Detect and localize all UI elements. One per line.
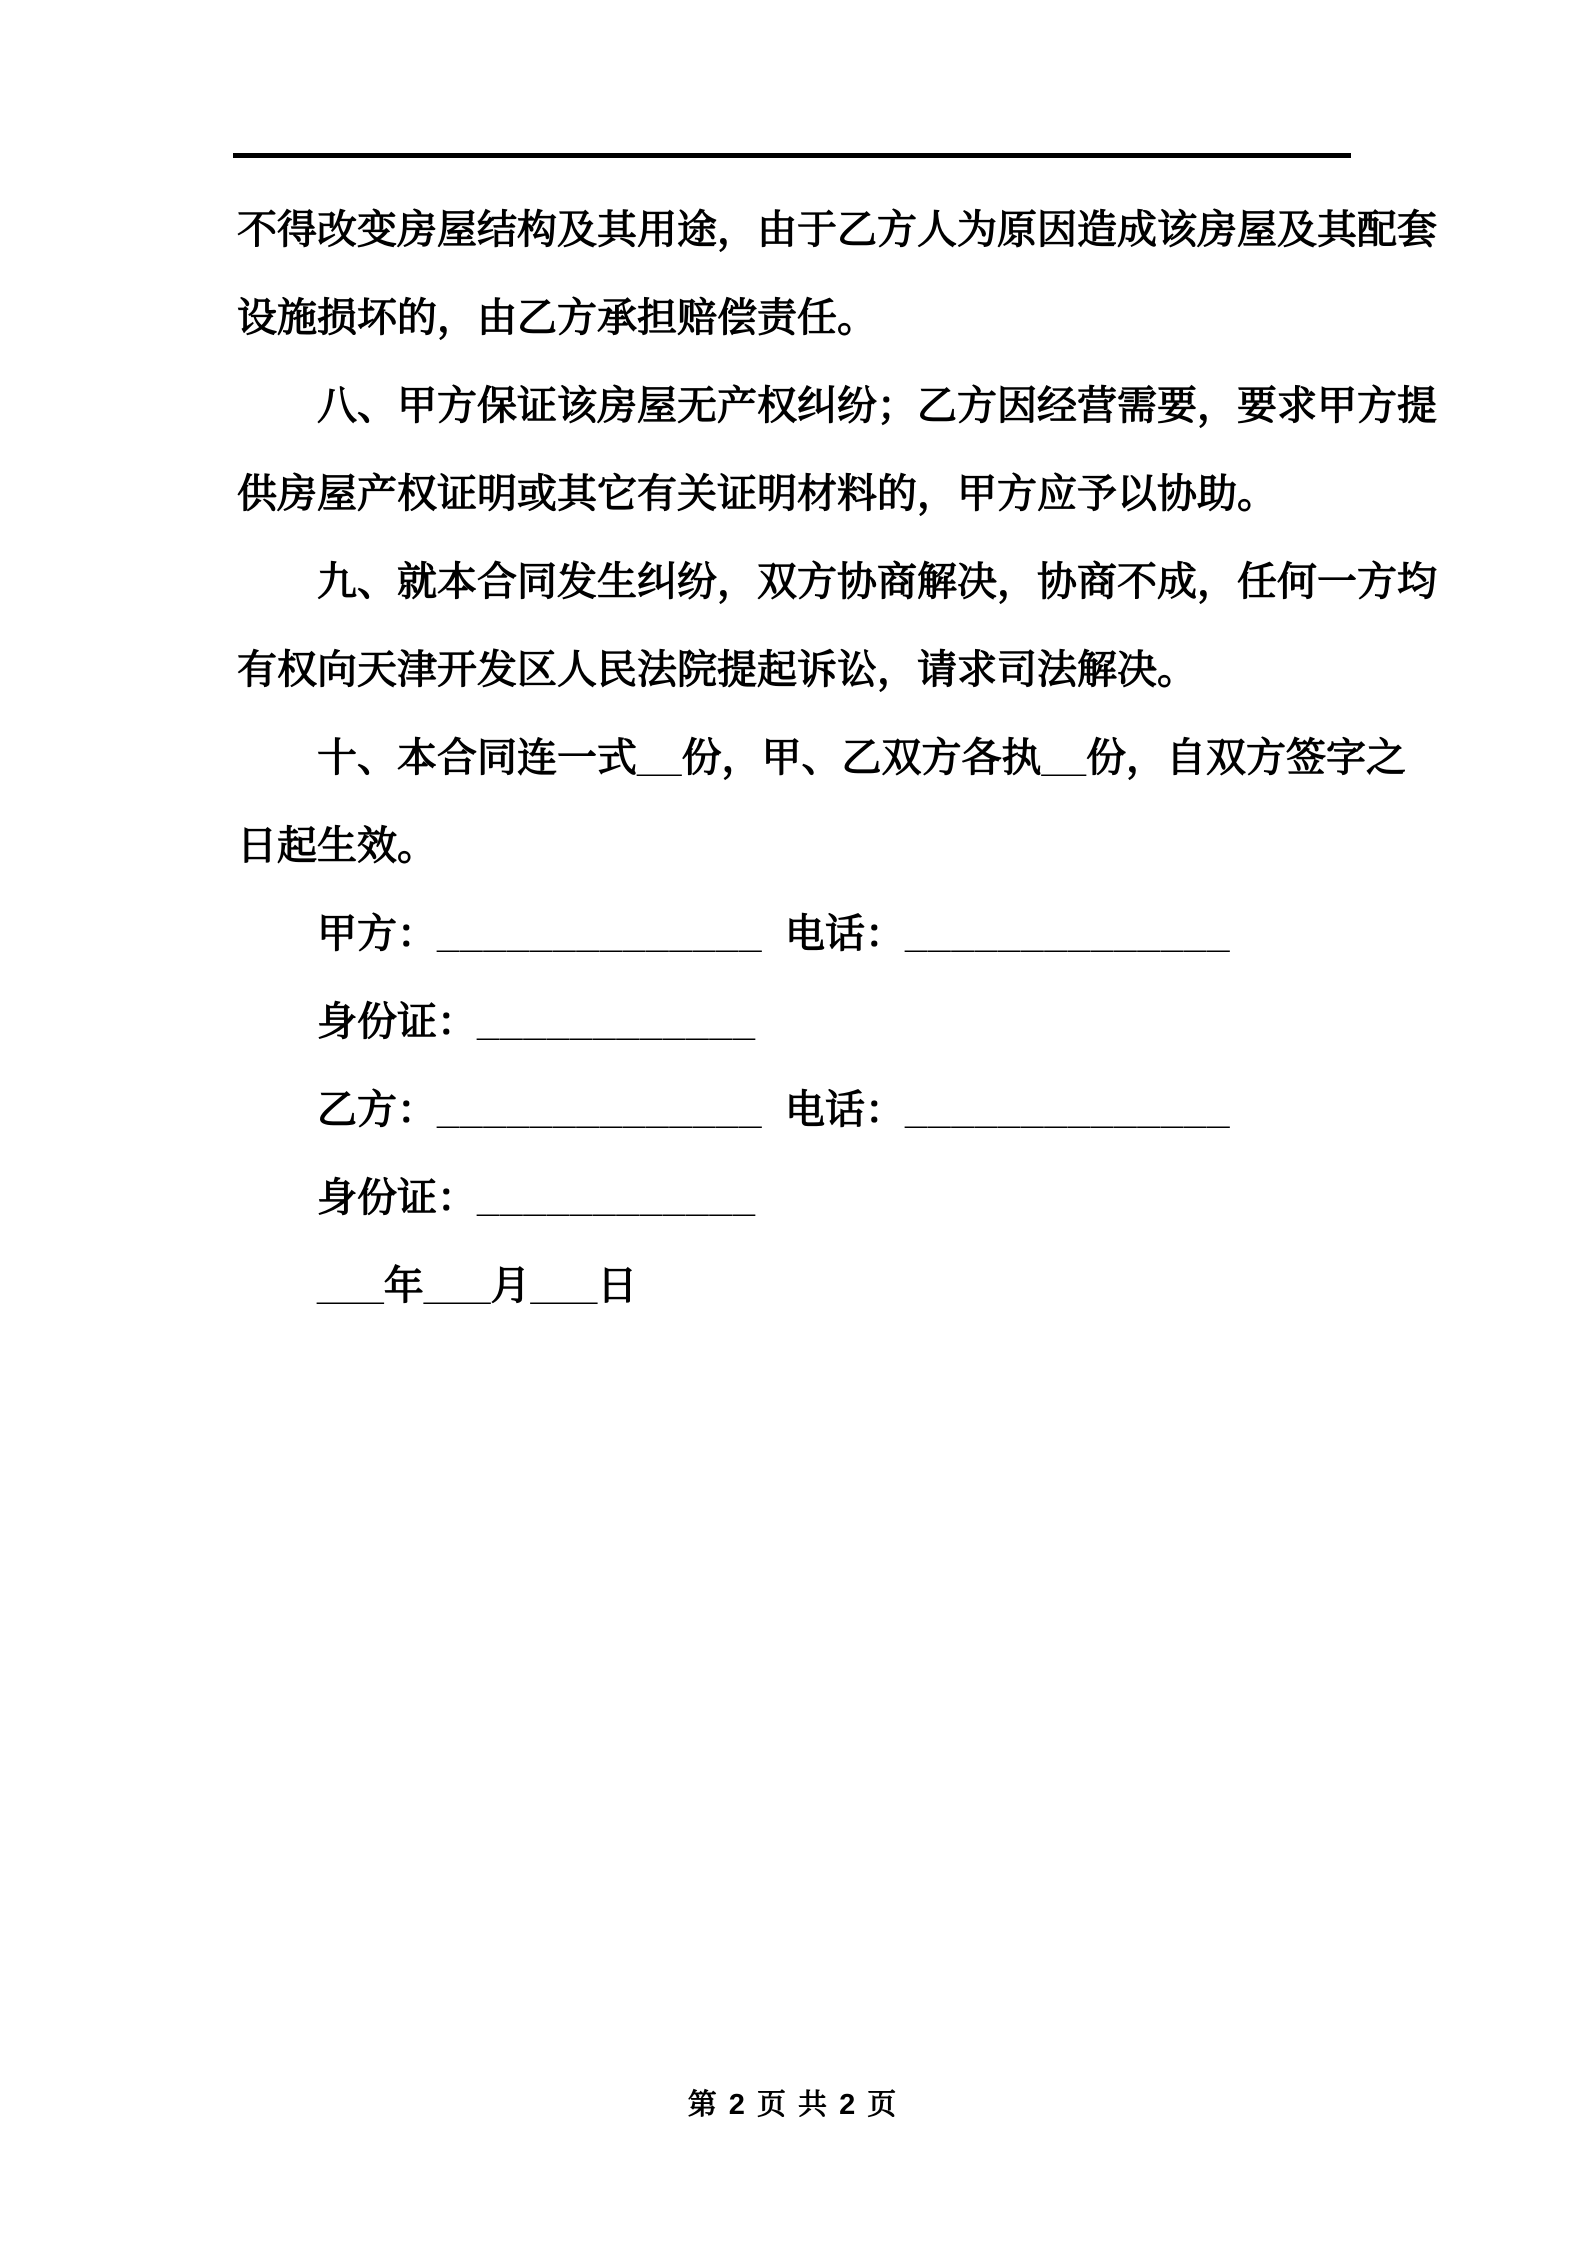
party-b-id-blank: ____________ xyxy=(477,1176,756,1220)
party-b-id-label: 身份证： xyxy=(317,1176,477,1220)
party-a-name-blank: ______________ xyxy=(437,912,763,956)
page-number-footer: 第 2 页 共 2 页 xyxy=(687,2089,899,2121)
party-b-id-row xyxy=(237,1154,1354,1242)
date-row: ___年___月___日 xyxy=(317,1264,638,1308)
clause-10-line-1: 十、本合同连一式__份，甲、乙双方各执__份，自双方签字之 xyxy=(317,736,1406,780)
contract-body xyxy=(237,186,1437,1330)
clause-9-line-2: 有权向天津开发区人民法院提起诉讼，请求司法解决。 xyxy=(237,648,1197,692)
clause-10-line-2: 日起生效。 xyxy=(237,824,437,868)
clause-8-line-2: 供房屋产权证明或其它有关证明材料的，甲方应予以协助。 xyxy=(237,472,1277,516)
party-b-phone-label: 电话： xyxy=(785,1088,905,1132)
party-a-row xyxy=(237,890,1354,978)
clause-7-continuation-line-1: 不得改变房屋结构及其用途，由于乙方人为原因造成该房屋及其配套 xyxy=(237,208,1437,252)
clause-9-line-1: 九、就本合同发生纠纷，双方协商解决，协商不成，任何一方均 xyxy=(317,560,1437,604)
header-rule xyxy=(233,153,1351,158)
party-b-phone-blank: ______________ xyxy=(905,1088,1231,1132)
party-a-field xyxy=(317,890,785,978)
party-b-field xyxy=(317,1066,785,1154)
party-b-label: 乙方： xyxy=(317,1088,437,1132)
party-a-id-blank: ____________ xyxy=(477,1000,756,1044)
party-a-phone-blank: ______________ xyxy=(905,912,1231,956)
clause-8-line-1: 八、甲方保证该房屋无产权纠纷；乙方因经营需要，要求甲方提 xyxy=(317,384,1437,428)
party-b-row xyxy=(237,1066,1354,1154)
party-b-phone-field xyxy=(785,1088,1230,1132)
party-a-phone-label: 电话： xyxy=(785,912,905,956)
clause-7-continuation-line-2: 设施损坏的，由乙方承担赔偿责任。 xyxy=(237,296,877,340)
party-b-name-blank: ______________ xyxy=(437,1088,763,1132)
party-a-phone-field xyxy=(785,912,1230,956)
party-a-id-label: 身份证： xyxy=(317,1000,477,1044)
party-a-label: 甲方： xyxy=(317,912,437,956)
party-a-id-row xyxy=(237,978,1354,1066)
